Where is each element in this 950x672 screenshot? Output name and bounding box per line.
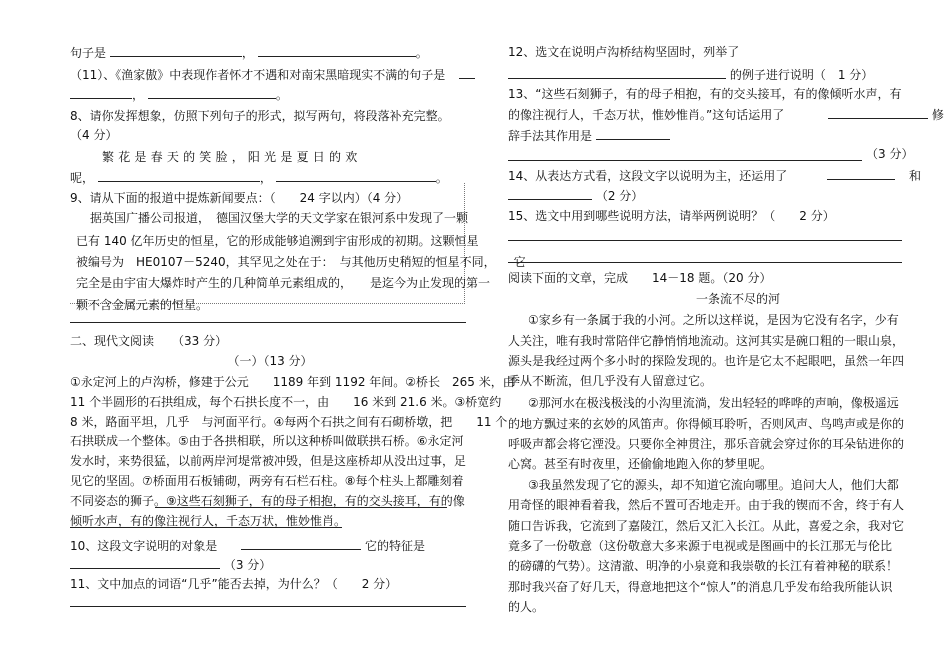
question-10: 10、这段文字说明的对象是 它的特征是 — [70, 539, 425, 553]
article-title: 一条流不尽的河 — [695, 292, 780, 306]
answer-blank[interactable] — [241, 537, 361, 550]
article-line: ①家乡有一条属于我的小河。之所以这样说，是因为它没有名字，少有 — [528, 313, 899, 327]
part-1-heading: （一）（13 分） — [227, 354, 313, 368]
reading-instruction: 阅读下面的文章，完成 14－18 题。（20 分） — [508, 271, 772, 285]
article-line: 人关注，唯有我时常陪伴它静悄悄地流动。这河其实是碗口粗的一眼山泉， — [508, 334, 905, 348]
news-line: 据英国广播公司报道， 德国汉堡大学的天文学家在银河系中发现了一颗 — [90, 211, 469, 225]
article-line: 随口告诉我，它流到了嘉陵江，然后又汇入长江。从此，喜爱之余，我对它 — [508, 519, 905, 533]
question-9: 9、请从下面的报道中提炼新闻要点：（ 24 字以内）（4 分） — [70, 191, 409, 205]
answer-blank[interactable] — [98, 169, 260, 182]
passage-line: 石拱联成一个整体。⑤由于各拱相联，所以这种桥叫做联拱石桥。⑥永定河 — [70, 434, 464, 448]
article-line: 的地方飘过来的玄妙的风笛声。你得倾耳聆听，否则风声、鸟鸣声或是你的 — [508, 417, 905, 431]
passage-line: 倾听水声，有的像注视行人，千态万状，惟妙惟肖。 — [70, 514, 347, 528]
answer-blank[interactable] — [459, 66, 475, 79]
answer-line[interactable] — [70, 322, 466, 323]
article-line: ②那河水在极浅极浅的小沟里流淌，发出轻轻的哗哗的声响，像极遥远 — [528, 396, 899, 410]
article-line: 用奇怪的眼神看着我，然后不置可否地走开。由于我的锲而不舍，终于有人 — [508, 498, 905, 512]
question-8-score: （4 分） — [70, 128, 118, 142]
article-line: 的人。 — [508, 600, 545, 614]
answer-blank[interactable] — [827, 167, 895, 180]
answer-blank[interactable] — [148, 86, 276, 99]
article-line: 源头是我经过两个多小时的探险发现的。也许是它太不起眼吧，虽然一年四 — [508, 354, 905, 368]
answer-blank[interactable] — [508, 187, 592, 200]
answer-line[interactable] — [508, 160, 862, 161]
question-8-example: 繁 花 是 春 天 的 笑 脸 ， 阳 光 是 夏 日 的 欢 — [102, 150, 358, 164]
answer-blank[interactable] — [828, 106, 928, 119]
article-line: ③我虽然发现了它的源头，却不知道它流向哪里。追问大人，他们大都 — [528, 478, 899, 492]
question-14-line2: （2 分） — [508, 187, 643, 204]
question-13: 13、“这些石刻狮子，有的母子相抱，有的交头接耳，有的像倾听水声，有 — [508, 87, 902, 101]
article-line: 心窝。甚至有时夜里，还偷偷地跑入你的梦里呢。 — [508, 457, 773, 471]
answer-blank[interactable] — [258, 44, 416, 57]
passage-line: 发水时，来势很猛，以前两岸河堤常被冲毁，但是这座桥却从没出过事，足 — [70, 454, 467, 468]
question-14: 14、从表达方式看，这段文字以说明为主，还运用了 和 — [508, 169, 921, 183]
article-line: 呼吸声都会将它湮没。只要你全神贯注，那乐音就会穿过你的耳朵钻进你的 — [508, 437, 905, 451]
article-line: 的磅礴的气势）。这清澈、明净的小泉竟和我崇敬的长江有着神秘的联系！ — [508, 559, 899, 573]
question-12: 12、选文在说明卢沟桥结构坚固时，列举了 — [508, 45, 740, 59]
question-11: 11、文中加点的词语“几乎”能否去掉，为什么？（ 2 分） — [70, 577, 398, 591]
answer-line[interactable] — [508, 262, 902, 263]
question-13-line2: 的像注视行人，千态万状，惟妙惟肖。”这句话运用了 修 — [508, 108, 944, 122]
underline-marking — [155, 507, 447, 508]
answer-blank[interactable] — [110, 44, 242, 57]
article-line: 那时我兴奋了好几天，得意地把这个“惊人”的消息几乎发布给我所能认识 — [508, 580, 893, 594]
answer-blank[interactable] — [70, 556, 220, 569]
answer-blank[interactable] — [276, 169, 436, 182]
question-8: 8、请你发挥想象，仿照下列句子的形式，拟写两句，将段落补充完整。 — [70, 109, 450, 123]
news-line: 完全是由宇宙大爆炸时产生的几种简单元素组成的， 是迄今为止发现的第一 — [76, 276, 491, 290]
passage-line: ①永定河上的卢沟桥，修建于公元 1189 年到 1192 年间。②桥长 265 米，由 — [70, 375, 515, 389]
question-13-line3: 辞手法其作用是 — [508, 127, 670, 144]
answer-blank[interactable] — [508, 66, 726, 79]
section-2-heading: 二、现代文阅读 （33 分） — [70, 334, 228, 348]
underline-marking — [70, 527, 342, 528]
line-poem-blanks: ， 。 — [70, 86, 288, 103]
article-line: 季从不断流，但几乎没有人留意过它。 — [508, 374, 713, 388]
passage-line: 8 米，路面平坦，几乎 与河面平行。④每两个石拱之间有石砌桥墩，把 11 个 — [70, 415, 508, 429]
passage-line: 11 个半圆形的石拱组成，每个石拱长度不一，由 16 米到 21.6 米。③桥宽约 — [70, 395, 502, 409]
news-line: 被编号为 HE0107－5240，其罕见之处在于： 与其他历史稍短的恒星不同， 它 — [76, 255, 526, 269]
question-15: 15、选文中用到哪些说明方法，请举两例说明？（ 2 分） — [508, 209, 835, 223]
news-line: 颗不含金属元素的恒星。 — [76, 298, 209, 312]
question-12-line2: 的例子进行说明（ 1 分） — [508, 66, 873, 83]
question-13-score: （3 分） — [866, 147, 914, 161]
passage-line: 见它的坚固。⑦桥面用石板铺砌，两旁有石栏石柱。⑧每个柱头上都雕刻着 — [70, 474, 464, 488]
line-sentence-blank: 句子是 ， 。 — [70, 46, 428, 60]
answer-line[interactable] — [70, 606, 466, 607]
passage-line: 不同姿态的狮子。⑨这些石刻狮子，有的母子相抱，有的交头接耳，有的像 — [70, 494, 465, 508]
news-line: 已有 140 亿年历史的恒星，它的形成能够追溯到宇宙形成的初期。这颗恒星 — [76, 234, 479, 248]
question-11-poem: （11）、《渔家傲》中表现作者怀才不遇和对南宋黑暗现实不满的句子是 — [70, 66, 475, 83]
question-10-line2: （3 分） — [70, 556, 271, 573]
answer-line[interactable] — [508, 240, 902, 241]
question-8-answer: 呢， ， 。 — [70, 171, 448, 185]
answer-blank[interactable] — [596, 127, 670, 140]
article-line: 竟多了一份敬意（这份敬意大多来源于电视或是图画中的长江那无与伦比 — [508, 539, 893, 553]
answer-blank[interactable] — [70, 86, 132, 99]
